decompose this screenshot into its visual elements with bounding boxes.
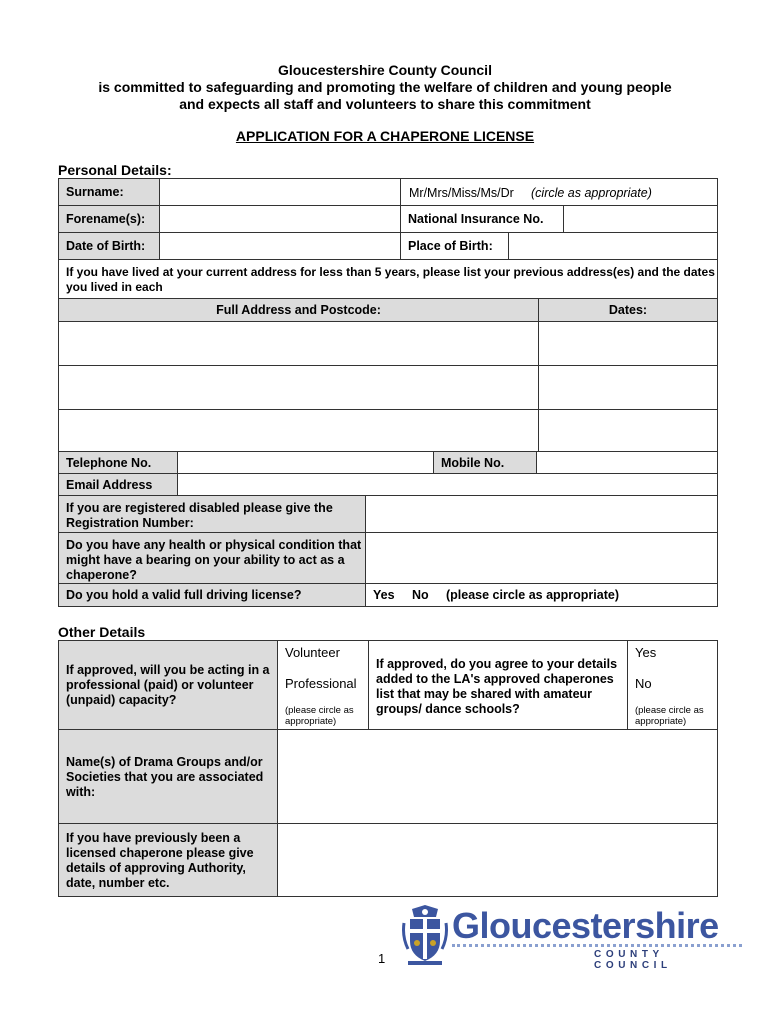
pob-label: Place of Birth:	[400, 232, 509, 260]
dates-field-2[interactable]	[538, 365, 718, 410]
header-line-2: is committed to safeguarding and promoting the welfare of children and young people	[98, 79, 672, 95]
driving-label: Do you hold a valid full driving license?	[58, 583, 366, 607]
driving-yes-option[interactable]: Yes	[373, 588, 395, 602]
agree-no-option[interactable]: No	[635, 676, 652, 691]
driving-no-option[interactable]: No	[412, 588, 429, 602]
other-details-heading: Other Details	[58, 624, 146, 640]
capacity-label: If approved, will you be acting in a professional (paid) or volunteer (unpaid) capacity?	[58, 640, 278, 730]
ni-label: National Insurance No.	[400, 205, 564, 233]
page-number: 1	[378, 951, 386, 966]
telephone-label: Telephone No.	[58, 451, 178, 474]
personal-details-heading: Personal Details:	[58, 162, 172, 178]
address-field-2[interactable]	[58, 365, 539, 410]
capacity-field[interactable]	[277, 640, 369, 730]
agree-note: (please circle as appropriate)	[635, 705, 704, 727]
surname-field[interactable]	[159, 178, 401, 206]
groups-label: Name(s) of Drama Groups and/or Societies that you are associated with:	[58, 729, 278, 824]
groups-field[interactable]	[277, 729, 718, 824]
logo-wordmark: Gloucestershire	[452, 905, 719, 946]
forename-field[interactable]	[159, 205, 401, 233]
dob-field[interactable]	[159, 232, 401, 260]
telephone-field[interactable]	[177, 451, 434, 474]
agree-yes-option[interactable]: Yes	[635, 645, 657, 660]
email-label: Email Address	[58, 473, 178, 496]
health-label: Do you have any health or physical condition that might have a bearing on your ability to act as a chaperone?	[58, 532, 366, 584]
agree-label: If approved, do you agree to your details added to the LA's approved chaperones list that may be shared with amateur groups/ dance schools?	[368, 640, 628, 730]
capacity-professional-option[interactable]: Professional	[285, 676, 357, 691]
title-options: Mr/Mrs/Miss/Ms/Dr	[409, 186, 514, 200]
dates-field-1[interactable]	[538, 321, 718, 366]
disabled-registration-field[interactable]	[365, 495, 718, 533]
driving-note: (please circle as appropriate)	[446, 588, 619, 602]
address-field-3[interactable]	[58, 409, 539, 452]
capacity-volunteer-option[interactable]: Volunteer	[285, 645, 340, 660]
coat-of-arms-icon	[402, 903, 448, 967]
surname-label: Surname:	[58, 178, 160, 206]
previous-license-field[interactable]	[277, 823, 718, 897]
agree-field[interactable]	[627, 640, 718, 730]
capacity-note: (please circle as appropriate)	[285, 705, 354, 727]
dates-field-3[interactable]	[538, 409, 718, 452]
address-field-1[interactable]	[58, 321, 539, 366]
form-title: APPLICATION FOR A CHAPERONE LICENSE	[235, 128, 535, 144]
header-line-3: and expects all staff and volunteers to share this commitment	[179, 96, 591, 112]
council-logo	[402, 903, 747, 969]
title-note: (circle as appropriate)	[531, 186, 652, 200]
driving-field[interactable]	[365, 583, 718, 607]
dates-column-header: Dates:	[538, 298, 718, 322]
dob-label: Date of Birth:	[58, 232, 160, 260]
disabled-label: If you are registered disabled please give the Registration Number:	[58, 495, 366, 533]
previous-license-label: If you have previously been a licensed chaperone please give details of approving Authority, date, number etc.	[58, 823, 278, 897]
health-field[interactable]	[365, 532, 718, 584]
forename-label: Forename(s):	[58, 205, 160, 233]
address-column-header: Full Address and Postcode:	[58, 298, 539, 322]
logo-subtitle: COUNTY COUNCIL	[594, 949, 672, 971]
header-line-1: Gloucestershire County Council	[278, 62, 492, 78]
address-note: If you have lived at your current address for less than 5 years, please list your previous address(es) and the dates you lived in each	[58, 259, 718, 299]
mobile-label: Mobile No.	[433, 451, 537, 474]
mobile-field[interactable]	[536, 451, 718, 474]
title-field[interactable]	[400, 178, 718, 206]
logo-divider	[452, 944, 742, 947]
ni-field[interactable]	[563, 205, 718, 233]
pob-field[interactable]	[508, 232, 718, 260]
email-field[interactable]	[177, 473, 718, 496]
